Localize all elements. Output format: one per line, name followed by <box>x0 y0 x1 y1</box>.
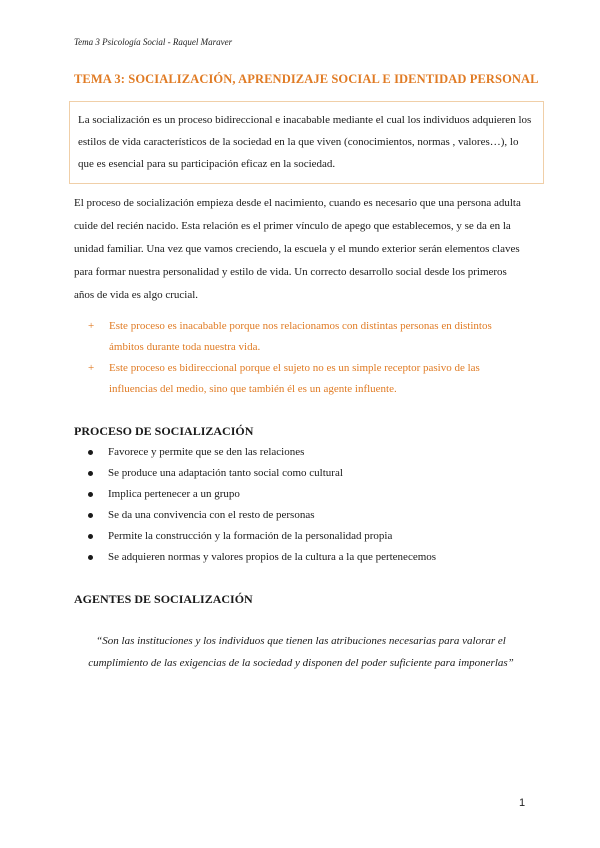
page-header: Tema 3 Psicología Social - Raquel Maraver <box>74 37 233 47</box>
proceso-bullet-list <box>88 442 528 568</box>
definition-quote: “Son las instituciones y los individuos que tienen las atribuciones necesarias para valorar el cumplimiento de las exigencias de la sociedad y disponen del poder suficiente para imponerlas” <box>88 635 514 669</box>
list-item-text: Se adquieren normas y valores propios de la cultura a la que pertenecemos <box>108 551 437 563</box>
body-paragraph: El proceso de socialización empieza desde el nacimiento, cuando es necesario que una persona adulta cuide del recién nacido. Esta relación es el primer vínculo de apego que establecemos, y se da en la unidad familiar. Una vez que vamos creciendo, la escuela y el mundo exterior serán elementos claves para formar nuestra personalidad y estilo de vida. Un correcto desarrollo social desde los primeros años de vida es algo crucial. <box>74 197 521 301</box>
list-item-text: Permite la construcción y la formación de la personalidad propia <box>108 530 393 542</box>
bullet-icon <box>88 555 93 560</box>
list-item <box>88 505 528 526</box>
definition-box: La socialización es un proceso bidireccional e inacabable mediante el cual los individuos adquieren los estilos de vida característicos de la sociedad en la que viven (conocimientos, normas , valores…), lo que es esencial para su participación eficaz en la sociedad. <box>69 101 544 184</box>
list-item <box>88 484 528 505</box>
list-item <box>88 526 528 547</box>
list-item-text: Se produce una adaptación tanto social como cultural <box>108 467 343 479</box>
list-item-text: Implica pertenecer a un grupo <box>108 488 240 500</box>
bullet-icon <box>88 513 93 518</box>
list-item <box>88 547 528 568</box>
highlight-item <box>88 316 528 358</box>
document-title: TEMA 3: SOCIALIZACIÓN, APRENDIZAJE SOCIAL E IDENTIDAD PERSONAL <box>74 72 539 86</box>
highlight-item <box>88 358 528 400</box>
bullet-icon <box>88 450 93 455</box>
bullet-icon <box>88 534 93 539</box>
list-item-text: Favorece y permite que se den las relaciones <box>108 446 305 458</box>
section-heading-proceso: PROCESO DE SOCIALIZACIÓN <box>74 424 254 438</box>
bullet-icon <box>88 492 93 497</box>
list-item-text: Se da una convivencia con el resto de personas <box>108 509 315 521</box>
list-item <box>88 442 528 463</box>
list-item <box>88 463 528 484</box>
section-heading-agentes: AGENTES DE SOCIALIZACIÓN <box>74 592 253 606</box>
plus-icon: + <box>88 320 95 332</box>
highlight-text: Este proceso es bidireccional porque el sujeto no es un simple receptor pasivo de las influencias del medio, sino que también él es un agente influente. <box>109 362 480 395</box>
page-number: 1 <box>519 797 526 809</box>
plus-icon: + <box>88 362 95 374</box>
highlight-list <box>88 316 528 400</box>
bullet-icon <box>88 471 93 476</box>
highlight-text: Este proceso es inacabable porque nos relacionamos con distintas personas en distintos ámbitos durante toda nuestra vida. <box>109 320 492 353</box>
